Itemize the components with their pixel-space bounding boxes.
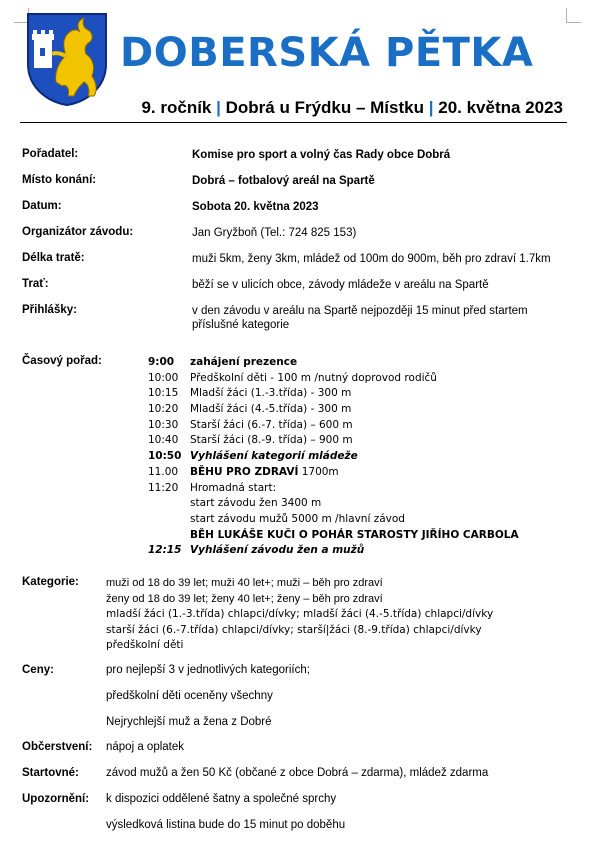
fee-value: závod mužů a žen 50 Kč (občané z obce Dobrá – zdarma), mládež zdarma <box>106 767 489 779</box>
info-row-race-organizer <box>22 226 572 252</box>
subtitle-date: 20. května 2023 <box>438 98 563 117</box>
category-line: předškolní děti <box>106 639 184 651</box>
category-line: mladší žáci (1.-3.třída) chlapci/dívky; mladší žáci (4.-5.třída) chlapci/dívky <box>106 608 494 620</box>
info-label: Místo konání: <box>22 174 97 186</box>
notices-label: Upozornění: <box>22 793 90 805</box>
schedule-text: Předškolní děti - 100 m /nutný doprovod rodičů <box>190 371 437 384</box>
coat-of-arms-goat-icon <box>26 12 108 106</box>
info-value: Dobrá – fotbalový areál na Spartě <box>192 175 375 187</box>
schedule-text: Vyhlášení kategorií mládeže <box>190 450 358 463</box>
info-value: Komise pro sport a volný čas Rady obce Dobrá <box>192 149 451 161</box>
info-row-course <box>22 278 572 304</box>
schedule-text-tail: 1700m <box>298 465 339 478</box>
info-value: běží se v ulicích obce, závody mládeže v areálu na Spartě <box>192 279 489 291</box>
schedule-text: start závodu žen 3400 m <box>190 497 322 510</box>
category-line: muži od 18 do 39 let; muži 40 let+; muži – běh pro zdraví <box>106 577 383 589</box>
info-label: Organizátor závodu: <box>22 226 134 238</box>
prize-line: Nejrychlejší muž a žena z Dobré <box>106 716 272 728</box>
info-row-distance <box>22 252 572 278</box>
schedule-time: 11.00 <box>148 465 179 478</box>
info-row-organizer <box>22 148 572 174</box>
info-value: Jan Gryžboň (Tel.: 724 825 153) <box>192 227 357 239</box>
info-row-registration <box>22 304 572 352</box>
prizes-label: Ceny: <box>22 664 54 676</box>
page-corner-mark-right <box>566 8 581 23</box>
info-label: Datum: <box>22 200 62 212</box>
schedule-text-bold: BĚHU PRO ZDRAVÍ <box>190 465 299 478</box>
schedule-text: zahájení prezence <box>190 356 298 368</box>
refreshments-value: nápoj a oplatek <box>106 741 185 753</box>
category-line: starší žáci (6.-7.třída) chlapci/dívky; starší|žáci (8.-9.třída) chlapci/dívky <box>106 623 482 636</box>
subtitle-separator: | <box>216 98 221 117</box>
schedule-time: 10:20 <box>148 403 179 416</box>
schedule-time: 11:20 <box>148 481 179 494</box>
category-line: ženy od 18 do 39 let; ženy 40 let+; ženy – běh pro zdraví <box>106 592 383 605</box>
schedule-text: Starší žáci (8.-9. třída) – 900 m <box>190 434 353 447</box>
schedule-time: 10:30 <box>148 418 179 431</box>
schedule-text: start závodu mužů 5000 m /hlavní závod <box>190 512 405 525</box>
categories-label: Kategorie: <box>22 576 79 588</box>
info-row-date <box>22 200 572 226</box>
schedule-text: Vyhlášení závodu žen a mužů <box>190 544 365 557</box>
subtitle-place: Dobrá u Frýdku – Místku <box>225 98 424 117</box>
header-divider <box>20 122 567 123</box>
info-label: Přihlášky: <box>22 304 77 316</box>
info-row-venue <box>22 174 572 200</box>
info-value: Sobota 20. května 2023 <box>192 201 319 213</box>
prize-line: předškolní děti oceněny všechny <box>106 690 273 702</box>
fee-label: Startovné: <box>22 767 79 779</box>
schedule-text: Hromadná start: <box>190 481 277 494</box>
notice-line: k dispozici oddělené šatny a společné sprchy <box>106 793 337 805</box>
schedule-text: Mladší žáci (4.-5.třída) - 300 m <box>190 403 352 416</box>
info-value: muži 5km, ženy 3km, mládež od 100m do 900m, běh pro zdraví 1.7km <box>192 253 551 265</box>
schedule-text <box>190 465 339 481</box>
page-title: DOBERSKÁ PĚTKA <box>120 30 534 76</box>
info-table <box>22 148 572 352</box>
info-label: Trať: <box>22 278 49 290</box>
schedule-time: 9:00 <box>148 356 175 368</box>
notice-line: výsledková listina bude do 15 minut po doběhu <box>106 819 346 831</box>
info-value: v den závodu v areálu na Spartě nejpozději 15 minut před startem příslušné kategorie <box>192 305 528 331</box>
info-label: Pořadatel: <box>22 148 79 160</box>
schedule-text: Starší žáci (6.-7. třída) – 600 m <box>190 418 353 431</box>
schedule-text: BĚH LUKÁŠE KUČI O POHÁR STAROSTY JIŘÍHO CARBOLA <box>190 528 519 541</box>
schedule-label: Časový pořad: <box>22 355 102 367</box>
schedule-time: 10:00 <box>148 371 179 384</box>
schedule-time: 10:50 <box>148 450 182 463</box>
refreshments-label: Občerstvení: <box>22 741 93 753</box>
schedule-text: Mladší žáci (1.-3.třída) - 300 m <box>190 387 352 400</box>
subtitle-edition: 9. ročník <box>141 98 212 117</box>
prize-line: pro nejlepší 3 v jednotlivých kategoriích; <box>106 664 310 676</box>
schedule-time: 10:40 <box>148 434 179 447</box>
info-label: Délka tratě: <box>22 252 85 264</box>
event-subtitle <box>141 98 563 118</box>
subtitle-separator: | <box>428 98 434 117</box>
schedule-time: 10:15 <box>148 387 179 400</box>
schedule-time: 12:15 <box>148 544 182 557</box>
